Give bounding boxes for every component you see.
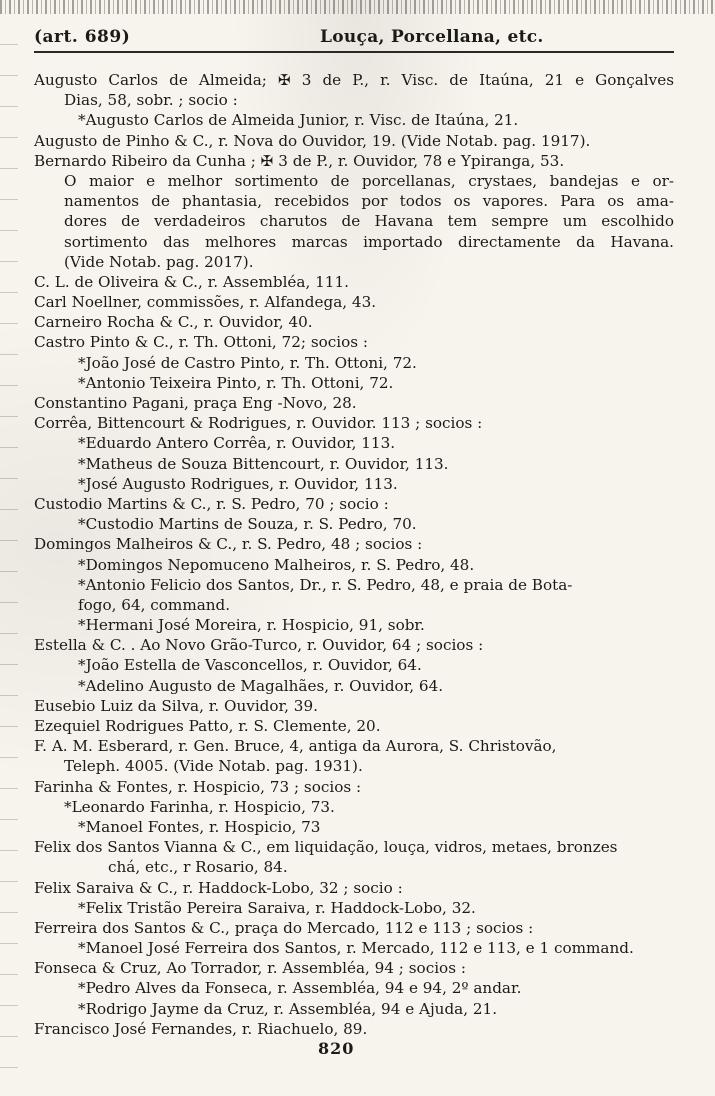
listing-line: Francisco José Fernandes, r. Riachuelo, 89.: [34, 1019, 368, 1038]
listing-line: Farinha & Fontes, r. Hospicio, 73 ; socios :: [34, 777, 362, 796]
listing-line: Constantino Pagani, praça Eng -Novo, 28.: [34, 394, 357, 412]
listing-line: (Vide Notab. pag. 2017).: [64, 252, 254, 271]
listing-line: *Matheus de Souza Bittencourt, r. Ouvidor, 113.: [78, 454, 449, 473]
scan-edge-noise: [0, 0, 715, 14]
listing-line: fogo, 64, command.: [78, 595, 231, 614]
listing-line: Fonseca & Cruz, Ao Torrador, r. Assembléa, 94 ; socios :: [34, 959, 466, 978]
listing-line: Domingos Malheiros & C., r. S. Pedro, 48 ; socios :: [34, 535, 423, 554]
running-header: [34, 27, 694, 53]
listing-line: *Custodio Martins de Souza, r. S. Pedro, 70.: [78, 515, 417, 534]
listing-line: *Antonio Teixeira Pinto, r. Th. Ottoni, 72.: [78, 373, 394, 392]
listing-line: Carneiro Rocha & C., r. Ouvidor, 40.: [34, 313, 313, 332]
listing-line: namentos de phantasia, recebidos por todos os vapores. Para os ama-: [64, 192, 674, 211]
listing-line: Augusto de Pinho & C., r. Nova do Ouvidor, 19. (Vide Notab. pag. 1917).: [34, 131, 591, 150]
scan-margin-noise: [0, 40, 18, 1080]
listing-line: Carl Noellner, commissões, r. Alfandega, 43.: [34, 293, 377, 312]
listing-line: *Rodrigo Jayme da Cruz, r. Assembléa, 94 e Ajuda, 21.: [78, 999, 498, 1018]
listing-line: sortimento das melhores marcas importado directamente da Havana.: [64, 232, 674, 251]
listing-line: *João Estella de Vasconcellos, r. Ouvidor, 64.: [78, 656, 422, 675]
listing-line: O maior e melhor sortimento de porcellanas, crystaes, bandejas e or-: [64, 171, 674, 190]
listing-line: Ezequiel Rodrigues Patto, r. S. Clemente, 20.: [34, 717, 381, 735]
section-title: Louça, Porcellana, etc.: [320, 27, 544, 47]
listing-line: *Felix Tristão Pereira Saraiva, r. Haddock-Lobo, 32.: [78, 898, 476, 917]
listing-line: F. A. M. Esberard, r. Gen. Bruce, 4, antiga da Aurora, S. Christovão,: [34, 737, 557, 756]
listing-line: Ferreira dos Santos & C., praça do Mercado, 112 e 113 ; socios :: [34, 918, 534, 937]
listing-line: Augusto Carlos de Almeida; ✠ 3 de P., r. Visc. de Itaúna, 21 e Gonçalves: [34, 71, 674, 89]
listing-line: Felix Saraiva & C., r. Haddock-Lobo, 32 ; socio :: [34, 878, 403, 897]
listing-line: chá, etc., r Rosario, 84.: [108, 858, 288, 877]
listing-line: *Manoel Fontes, r. Hospicio, 73: [78, 817, 321, 836]
listing-line: *Pedro Alves da Fonseca, r. Assembléa, 94 e 94, 2º andar.: [78, 979, 522, 998]
listing-line: *Manoel José Ferreira dos Santos, r. Mercado, 112 e 113, e 1 command.: [78, 939, 634, 958]
directory-listing: [34, 70, 684, 1039]
listing-line: Teleph. 4005. (Vide Notab. pag. 1931).: [64, 757, 363, 776]
listing-line: *Adelino Augusto de Magalhães, r. Ouvidor, 64.: [78, 676, 444, 695]
listing-line: Bernardo Ribeiro da Cunha ; ✠ 3 de P., r. Ouvidor, 78 e Ypiranga, 53.: [34, 151, 565, 170]
listing-line: *Augusto Carlos de Almeida Junior, r. Visc. de Itaúna, 21.: [78, 111, 519, 130]
listing-line: *João José de Castro Pinto, r. Th. Ottoni, 72.: [78, 353, 417, 372]
listing-line: *Leonardo Farinha, r. Hospicio, 73.: [64, 797, 335, 816]
listing-line: *Hermani José Moreira, r. Hospicio, 91, sobr.: [78, 616, 425, 635]
listing-line: Dias, 58, sobr. ; socio :: [64, 91, 238, 110]
listing-line: Eusebio Luiz da Silva, r. Ouvidor, 39.: [34, 696, 318, 715]
listing-line: *Antonio Felicio dos Santos, Dr., r. S. Pedro, 48, e praia de Bota-: [78, 575, 573, 594]
listing-line: *Domingos Nepomuceno Malheiros, r. S. Pedro, 48.: [78, 555, 475, 574]
listing-line: dores de verdadeiros charutos de Havana tem sempre um escolhido: [64, 212, 674, 231]
listing-line: Custodio Martins & C., r. S. Pedro, 70 ; socio :: [34, 494, 389, 513]
listing-line: Castro Pinto & C., r. Th. Ottoni, 72; socios :: [34, 333, 369, 352]
article-reference: (art. 689): [34, 27, 131, 47]
listing-line: *José Augusto Rodrigues, r. Ouvidor, 113.: [78, 474, 398, 493]
listing-line: *Eduardo Antero Corrêa, r. Ouvidor, 113.: [78, 434, 396, 453]
listing-line: Felix dos Santos Vianna & C., em liquidação, louça, vidros, metaes, bronzes: [34, 838, 618, 857]
listing-line: Estella & C. . Ao Novo Grão-Turco, r. Ouvidor, 64 ; socios :: [34, 636, 484, 655]
page-number: 820: [318, 1039, 355, 1058]
header-rule: [34, 51, 674, 53]
listing-line: Corrêa, Bittencourt & Rodrigues, r. Ouvidor. 113 ; socios :: [34, 414, 483, 433]
listing-line: C. L. de Oliveira & C., r. Assembléa, 111.: [34, 272, 349, 291]
